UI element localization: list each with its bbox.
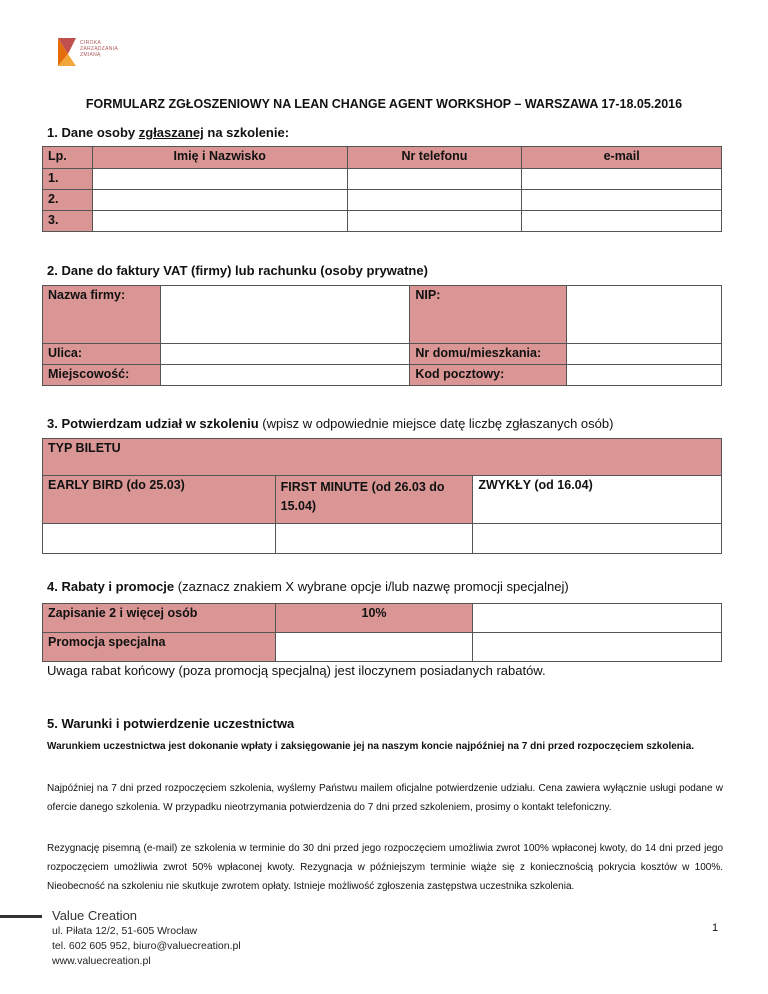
house-field[interactable] (567, 344, 722, 365)
footer-divider (0, 915, 42, 918)
discount-note: Uwaga rabat końcowy (poza promocją specjalną) jest iloczynem posiadanych rabatów. (47, 663, 546, 678)
city-field[interactable] (160, 365, 409, 386)
row-number: 2. (43, 190, 93, 211)
company-label: Nazwa firmy: (43, 286, 161, 344)
name-field[interactable] (92, 211, 347, 232)
special-promo-label: Promocja specjalna (43, 633, 276, 662)
email-field[interactable] (522, 211, 722, 232)
group-discount-field[interactable] (473, 604, 722, 633)
footer-contact: tel. 602 605 952, biuro@valuecreation.pl (52, 940, 241, 952)
footer-brand: Value Creation (52, 908, 138, 923)
early-bird-field[interactable] (43, 524, 276, 554)
logo-text: CIROKA ZARZĄDZANIA ZMIANĄ (80, 40, 119, 58)
street-field[interactable] (160, 344, 409, 365)
first-minute-field[interactable] (275, 524, 473, 554)
first-minute-label: FIRST MINUTE (od 26.03 do 15.04) (275, 476, 473, 524)
section4-heading: 4. Rabaty i promocje (zaznacz znakiem X wybrane opcje i/lub nazwę promocji specjalnej) (47, 579, 569, 594)
col-email: e-mail (522, 147, 722, 169)
name-field[interactable] (92, 190, 347, 211)
cancellation-paragraph: Rezygnację pisemną (e-mail) ze szkolenia w terminie do 30 dni przed jego rozpoczęciem umożliwia zwrot 100% wpłaconej kwoty, do 14 dni przed jego rozpoczęciem umożliwia zwrot 50% wpłaconej kwoty. Rezygnacja w późniejszym terminie wiąże się z koniecznością pokrycia kosztów w 100%. Nieobecność na szkoleniu nie skutkuje zwrotem opłaty. Istnieje możliwość zgłoszenia zastępstwa uczestnika szkolenia. (47, 843, 723, 892)
footer-address: ul. Piłata 12/2, 51-605 Wrocław (52, 925, 198, 937)
invoice-table (42, 285, 722, 386)
footer-website: www.valuecreation.pl (52, 955, 151, 967)
form-title: FORMULARZ ZGŁOSZENIOWY NA LEAN CHANGE AGENT WORKSHOP – WARSZAWA 17-18.05.2016 (85, 97, 683, 111)
discount-table (42, 603, 722, 662)
section2-heading: 2. Dane do faktury VAT (firmy) lub rachunku (osoby prywatne) (47, 263, 428, 278)
name-field[interactable] (92, 169, 347, 190)
table-row (43, 211, 722, 232)
table-row (43, 169, 722, 190)
ticket-type-header: TYP BILETU (43, 439, 722, 476)
email-field[interactable] (522, 169, 722, 190)
phone-field[interactable] (347, 190, 522, 211)
table-row (43, 190, 722, 211)
early-bird-label: EARLY BIRD (do 25.03) (43, 476, 276, 524)
confirmation-paragraph: Najpóźniej na 7 dni przed rozpoczęciem szkolenia, wyślemy Państwu mailem oficjalne potwierdzenie udziału. Cena zawiera wyłącznie usługi podane w ofercie danego szkolenia. W przypadku nieotrzymania potwierdzenia do 7 dni przed szkoleniem, prosimy o kontakt telefoniczny. (47, 783, 723, 813)
phone-field[interactable] (347, 211, 522, 232)
participants-table (42, 146, 722, 232)
ticket-table (42, 438, 722, 554)
nip-label: NIP: (410, 286, 567, 344)
regular-label: ZWYKŁY (od 16.04) (473, 476, 722, 524)
special-promo-extra[interactable] (473, 633, 722, 662)
section3-heading: 3. Potwierdzam udział w szkoleniu (wpisz w odpowiednie miejsce datę liczbę zgłaszanych osób) (47, 416, 614, 431)
row-number: 1. (43, 169, 93, 190)
page-number: 1 (712, 922, 719, 934)
section5-heading: 5. Warunki i potwierdzenie uczestnictwa (47, 716, 295, 731)
postal-label: Kod pocztowy: (410, 365, 567, 386)
row-number: 3. (43, 211, 93, 232)
postal-field[interactable] (567, 365, 722, 386)
regular-field[interactable] (473, 524, 722, 554)
condition-paragraph: Warunkiem uczestnictwa jest dokonanie wpłaty i zaksięgowanie jej na naszym koncie najpóźniej na 7 dni przed rozpoczęciem szkolenia. (47, 741, 695, 752)
city-label: Miejscowość: (43, 365, 161, 386)
col-name: Imię i Nazwisko (92, 147, 347, 169)
section1-heading: 1. Dane osoby zgłaszanej na szkolenie: (47, 125, 290, 140)
group-discount-value: 10% (275, 604, 473, 633)
house-label: Nr domu/mieszkania: (410, 344, 567, 365)
company-field[interactable] (160, 286, 409, 344)
special-promo-field[interactable] (275, 633, 473, 662)
group-discount-label: Zapisanie 2 i więcej osób (43, 604, 276, 633)
phone-field[interactable] (347, 169, 522, 190)
participants-header-row (43, 147, 722, 169)
col-phone: Nr telefonu (347, 147, 522, 169)
street-label: Ulica: (43, 344, 161, 365)
nip-field[interactable] (567, 286, 722, 344)
col-lp: Lp. (43, 147, 93, 169)
email-field[interactable] (522, 190, 722, 211)
